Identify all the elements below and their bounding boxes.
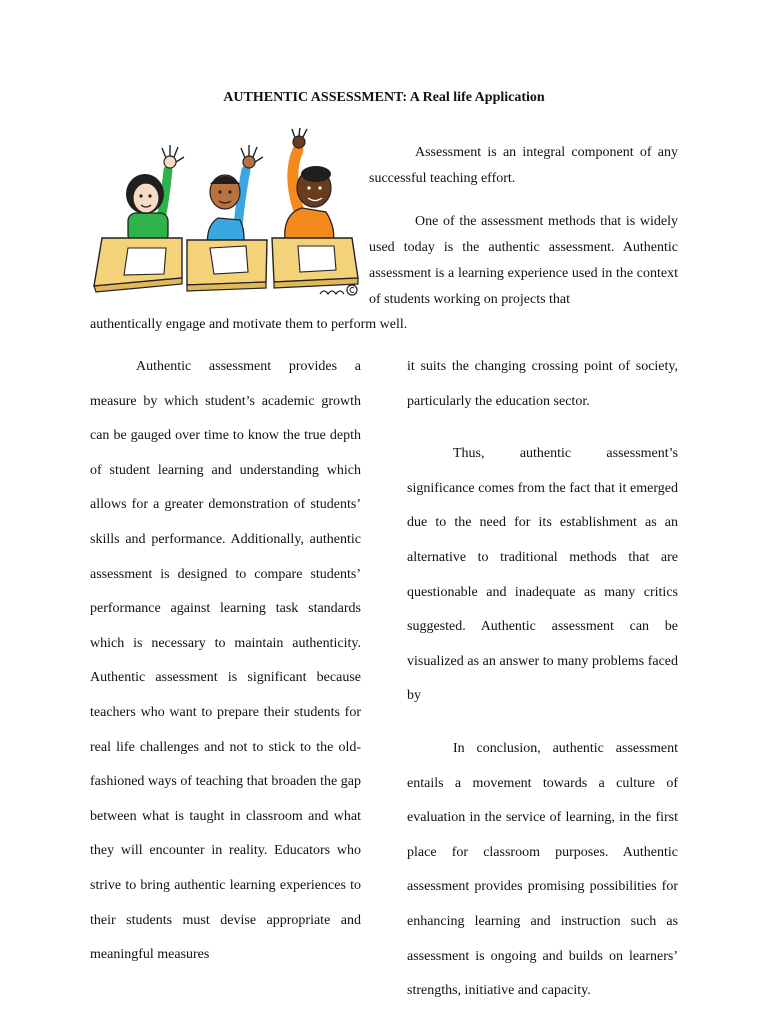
intro-section <box>369 140 678 313</box>
intro-paragraph-1: Assessment is an integral component of any successful teaching effort. <box>369 145 678 186</box>
students-raising-hands-illustration <box>90 128 360 300</box>
right-column-paragraph-1: Thus, authentic assessment’s significance comes from the fact that it emerged due to the need for its establishment as an alternative to traditional methods that are questionable and inadequate as many critics suggested. Authentic assessment can be visualized as an answer to many problems faced by <box>407 446 678 704</box>
student-middle <box>207 145 263 254</box>
desks <box>94 238 358 292</box>
student-left <box>126 145 184 243</box>
intro-paragraph-2-continued: authentically engage and motivate them to perform well. <box>90 317 408 332</box>
right-column-paragraph-0: it suits the changing crossing point of society, particularly the education sector. <box>407 359 678 409</box>
left-column-paragraph-1: Authentic assessment provides a measure by which student’s academic growth can be gauged over time to know the true depth of student learning and understanding which allows for a greater demonstration of students’ skills and performance. Additionally, authentic assessment is designed to compare students’ performance against learning task standards which is necessary to maintain authenticity. Authentic assessment is significant because teachers who want to prepare their students for real life challenges and not to stick to the old-fashioned ways of teaching that broaden the gap between what is taught in classroom and what they will encounter in reality. Educators who strive to bring authentic learning experiences to their students must devise appropriate and meaningful measures <box>90 359 361 963</box>
right-column <box>407 350 678 1009</box>
right-column-paragraph-2: In conclusion, authentic assessment entails a movement towards a culture of evaluation in the service of learning, in the first place for classroom purposes. Authentic assessment provides promising possibilities for enhancing learning and instruction such as assessment is ongoing and builds on learners’ strengths, initiative and capacity. <box>407 740 678 999</box>
student-right <box>285 128 334 246</box>
intro-paragraph-2: One of the assessment methods that is widely used today is the authentic assessment. Authentic assessment is a learning experience used in the context of students working on projects that <box>369 214 678 307</box>
document-title: AUTHENTIC ASSESSMENT: A Real life Application <box>223 90 545 105</box>
left-column <box>90 350 361 973</box>
artist-signature <box>320 285 357 295</box>
